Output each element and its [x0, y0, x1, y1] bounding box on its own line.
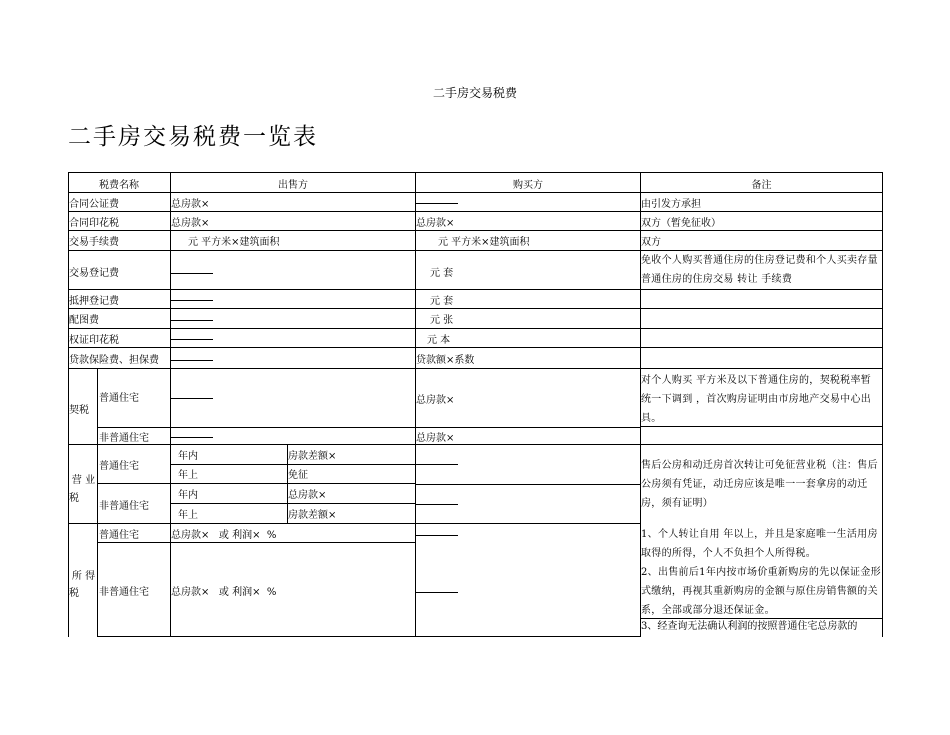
row-name: 税 — [69, 588, 79, 599]
seller-value: 总房款× — [171, 199, 210, 210]
seller-value: 总房款× 或 利润× % — [171, 587, 277, 598]
period-label: 年上 — [178, 510, 198, 521]
dash — [171, 339, 213, 340]
sub-row-name: 普通住宅 — [99, 461, 139, 472]
dash — [416, 504, 458, 505]
dash — [416, 592, 458, 593]
column-header-buyer: 购买方 — [513, 180, 543, 191]
page-title: 二手房交易税费一览表 — [68, 124, 318, 150]
row-name: 权证印花税 — [69, 335, 119, 346]
sub-row-name: 非普通住宅 — [99, 433, 149, 444]
buyer-value: 总房款× — [416, 395, 455, 406]
period-label: 年内 — [178, 490, 198, 501]
buyer-value: 元 套 — [430, 296, 454, 307]
row-name: 交易登记费 — [69, 268, 119, 279]
sub-row-name: 普通住宅 — [99, 393, 139, 404]
remark: 1、个人转让自用 年以上，并且是家庭唯一生活用房取得的所得，个人不负担个人所得税。 — [641, 529, 878, 559]
dash — [171, 437, 213, 438]
row-name: 配图费 — [69, 315, 99, 326]
remark: 2、出售前后1年内按市场价重新购房的先以保证金形式缴纳，再视其重新购房的金额与原住房销售额的关系，全部或部分退还保证金。 — [641, 567, 881, 616]
seller-value: 房款差额× — [288, 451, 337, 462]
seller-value: 房款差额× — [288, 510, 337, 521]
row-name: 抵押登记费 — [69, 296, 119, 307]
buyer-value: 贷款额×系数 — [416, 355, 475, 366]
remark: 对个人购买 平方米及以下普通住房的，契税税率暂统一下调到 ，首次购房证明由市房地产交易中心出具。 — [641, 375, 872, 424]
dash — [171, 273, 213, 274]
buyer-value: 总房款× — [416, 433, 455, 444]
remark: 售后公房和动迁房首次转让可免征营业税（注：售后公房须有凭证，动迁房应该是唯一一套拿房的动迁房，须有证明） — [641, 460, 878, 509]
dash — [171, 320, 213, 321]
row-name: 贷款保险费、担保费 — [69, 355, 159, 366]
tax-table — [68, 172, 883, 637]
row-name: 契税 — [69, 405, 89, 416]
seller-value: 元 平方米×建筑面积 — [188, 237, 280, 248]
column-header-seller: 出售方 — [278, 180, 308, 191]
sub-row-name: 普通住宅 — [99, 530, 139, 541]
row-name: 合同公证费 — [69, 199, 119, 210]
column-header-name: 税费名称 — [99, 180, 139, 191]
buyer-value: 元 本 — [427, 335, 451, 346]
dash — [171, 360, 213, 361]
buyer-value: 元 平方米×建筑面积 — [438, 237, 530, 248]
row-name: 所 得 — [71, 571, 96, 582]
period-label: 年内 — [178, 451, 198, 462]
dash — [171, 398, 213, 399]
dash — [171, 300, 213, 301]
row-name: 营 业 — [71, 475, 96, 486]
dash — [416, 464, 458, 465]
seller-value: 总房款× — [171, 218, 210, 229]
column-header-remark: 备注 — [751, 180, 772, 191]
dash — [416, 203, 458, 204]
seller-value: 总房款× — [288, 490, 327, 501]
remark: 双方 — [641, 237, 661, 248]
seller-value: 免征 — [288, 470, 308, 481]
dash — [416, 535, 458, 536]
remark: 由引发方承担 — [641, 199, 701, 210]
sub-row-name: 非普通住宅 — [99, 587, 149, 598]
buyer-value: 元 张 — [430, 315, 454, 326]
period-label: 年上 — [178, 470, 198, 481]
remark: 双方（暂免征收） — [641, 218, 721, 229]
sub-row-name: 非普通住宅 — [99, 501, 149, 512]
remark: 免收个人购买普通住房的住房登记费和个人买卖存量普通住房的住房交易 转让 手续费 — [641, 255, 878, 285]
buyer-value: 元 套 — [430, 268, 454, 279]
remark: 3、经查询无法确认利润的按照普通住宅总房款的 — [641, 621, 858, 632]
seller-value: 总房款× 或 利润× % — [171, 530, 277, 541]
buyer-value: 总房款× — [416, 218, 455, 229]
row-name: 税 — [69, 493, 79, 504]
row-name: 交易手续费 — [69, 237, 119, 248]
row-name: 合同印花税 — [69, 218, 119, 229]
document-header: 二手房交易税费 — [432, 86, 517, 100]
